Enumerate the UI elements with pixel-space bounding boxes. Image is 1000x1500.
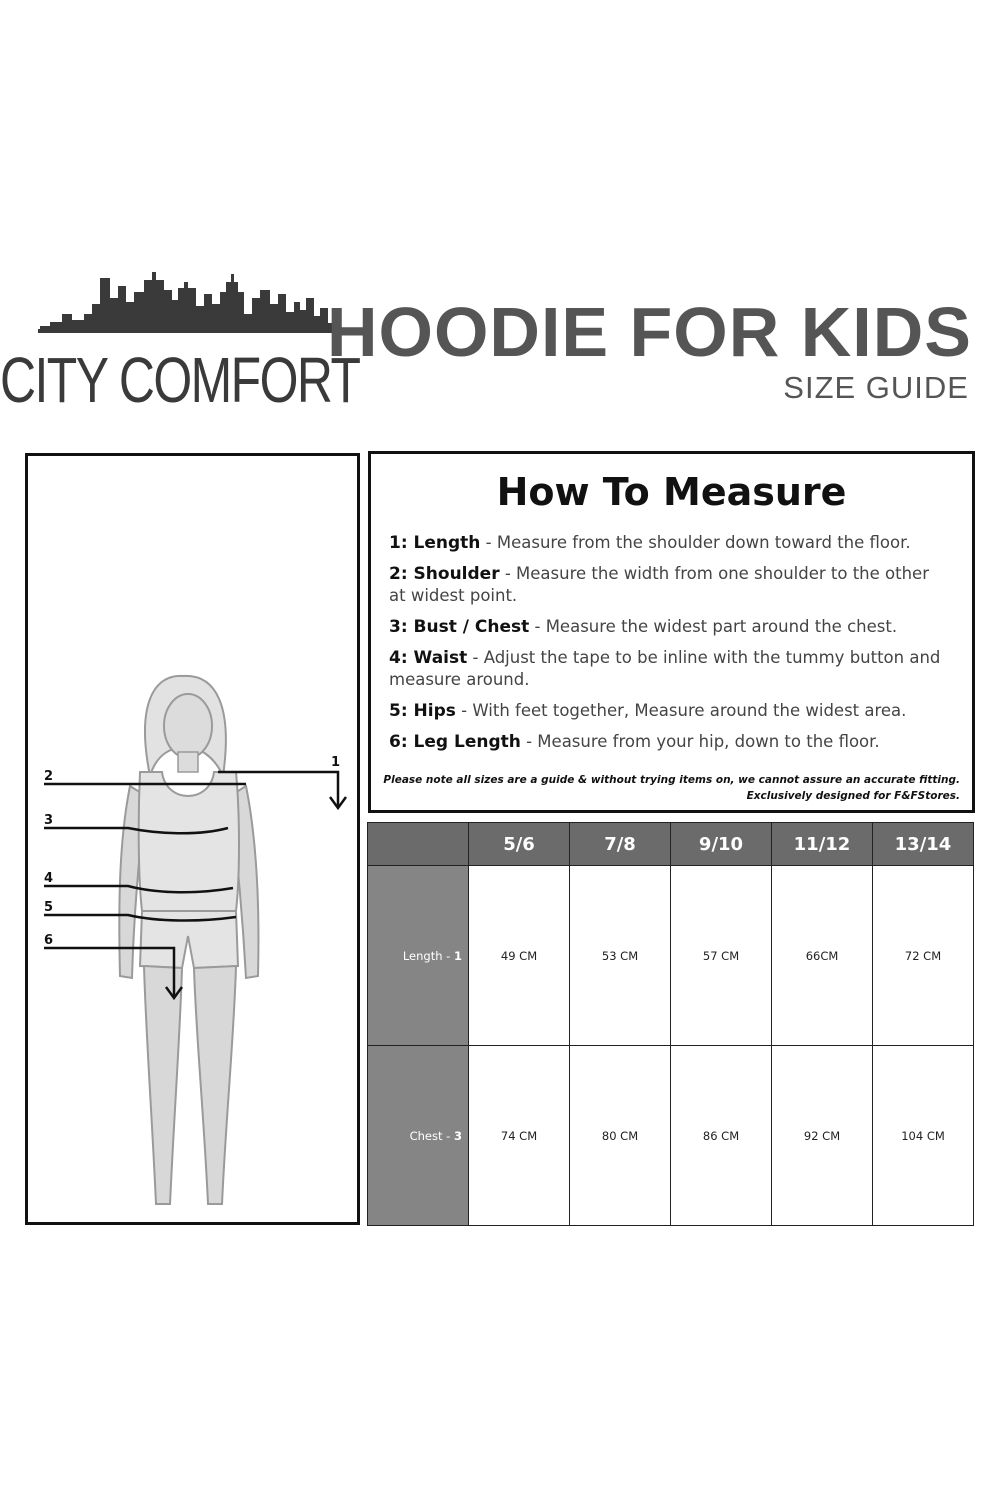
table-cell: 86 CM [671, 1046, 772, 1226]
marker-2-label: 2 [44, 769, 54, 784]
body-figure-panel [25, 453, 360, 1225]
table-cell: 74 CM [469, 1046, 570, 1226]
measure-item-chest: 3: Bust / Chest - Measure the widest part around the chest. [389, 617, 898, 637]
table-cell: 66CM [772, 866, 873, 1046]
table-cell: 49 CM [469, 866, 570, 1046]
measure-item-length: 1: Length - Measure from the shoulder down toward the floor. [389, 533, 911, 553]
city-skyline-icon [38, 268, 336, 338]
marker-3-label: 3 [44, 813, 54, 828]
size-col-header: 5/6 [469, 823, 570, 866]
table-cell: 104 CM [873, 1046, 974, 1226]
table-corner-cell [368, 823, 469, 866]
measure-item-hips: 5: Hips - With feet together, Measure around the widest area. [389, 701, 907, 721]
table-cell: 80 CM [570, 1046, 671, 1226]
table-row-chest [368, 1046, 974, 1226]
page-subtitle: SIZE GUIDE [783, 370, 969, 405]
row-label-length: Length - 1 [368, 866, 469, 1046]
table-cell: 57 CM [671, 866, 772, 1046]
size-header-row [368, 823, 974, 866]
size-col-header: 9/10 [671, 823, 772, 866]
measure-instructions [389, 532, 949, 762]
table-cell: 72 CM [873, 866, 974, 1046]
measure-item-leg-length: 6: Leg Length - Measure from your hip, down to the floor. [389, 732, 880, 752]
how-to-measure-box [368, 451, 975, 813]
disclaimer-line-2: Exclusively designed for F&FStores. [746, 790, 960, 802]
row-label-chest: Chest - 3 [368, 1046, 469, 1226]
marker-1-label: 1 [331, 755, 341, 770]
page-title: HOODIE FOR KIDS [326, 293, 972, 371]
table-cell: 53 CM [570, 866, 671, 1046]
measure-item-shoulder: 2: Shoulder - Measure the width from one shoulder to the other at widest point. [389, 564, 929, 605]
disclaimer-line-1: Please note all sizes are a guide & without trying items on, we cannot assure an accurate fitting. [383, 774, 960, 786]
child-body-figure [28, 456, 357, 1222]
table-cell: 92 CM [772, 1046, 873, 1226]
marker-4-label: 4 [44, 871, 54, 886]
table-row-length [368, 866, 974, 1046]
marker-6-label: 6 [44, 933, 54, 948]
size-col-header: 11/12 [772, 823, 873, 866]
size-col-header: 7/8 [570, 823, 671, 866]
size-table [367, 822, 974, 1226]
how-to-measure-title: How To Measure [496, 470, 847, 514]
size-col-header: 13/14 [873, 823, 974, 866]
brand-name: CITY COMFORT [0, 344, 360, 416]
disclaimer-note [383, 772, 960, 804]
measure-item-waist: 4: Waist - Adjust the tape to be inline with the tummy button and measure around. [389, 648, 941, 689]
marker-5-label: 5 [44, 900, 54, 915]
